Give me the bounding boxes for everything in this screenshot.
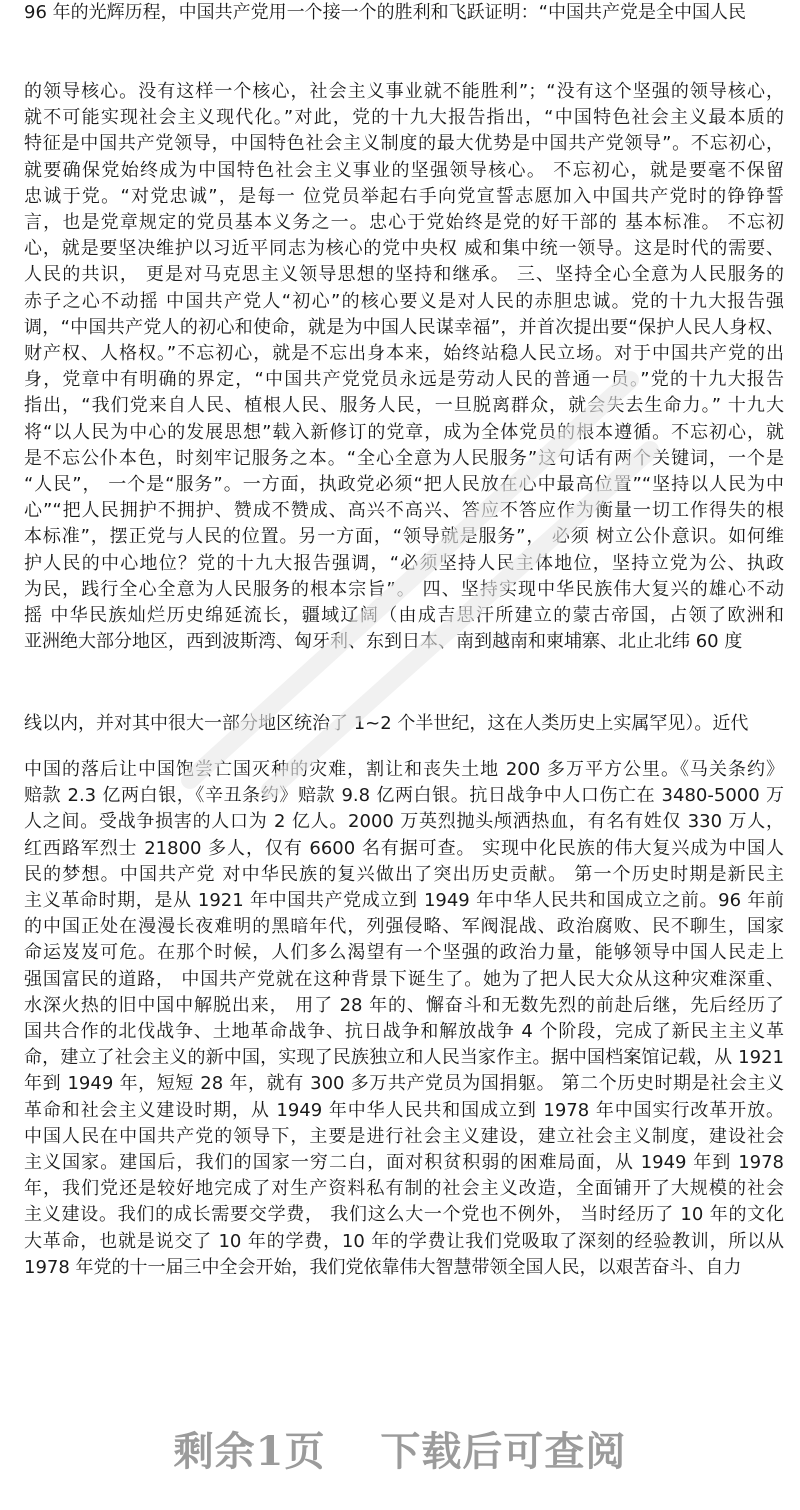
text-line: 将“以人民为中心的发展思想”载入新修订的党章，成为全体党员的根本遵循。不忘初心，就 [24, 421, 784, 443]
text-line: 年，我们党还是较好地完成了对生产资料私有制的社会主义改造，全面铺开了大规模的社会 [24, 1178, 784, 1200]
text-line: 特征是中国共产党领导，中国特色社会主义制度的最大优势是中国共产党领导”。不忘初心， [24, 133, 784, 155]
text-line: 财产权、人格权。”不忘初心，就是不忘出身本来，始终站稳人民立场。对于中国共产党的出 [24, 343, 784, 364]
text-line: 1978 年党的十一届三中全会开始，我们党依靠伟大智慧带领全国人民，以艰苦奋斗、自力 [24, 1256, 742, 1278]
text-line: 忠诚于党。“对党忠诚”，是每一 位党员举起右手向党宣誓志愿加入中国共产党时的铮铮誓 [24, 185, 784, 207]
text-line: 为民，践行全心全意为人民服务的根本宗旨”。 四、坚持实现中华民族伟大复兴的雄心不动 [24, 578, 784, 600]
text-line: 96 年的光辉历程，中国共产党用一个接一个的胜利和飞跃证明：“中国共产党是全中国人民 [24, 2, 746, 23]
text-line: 年到 1949 年，短短 28 年，就有 300 多万共产党员为国捐躯。 第二个历史时期是社会主义 [24, 1073, 784, 1095]
text-line: 言，也是党章规定的党员基本义务之一。忠心于党始终是党的好干部的 基本标准。 不忘初 [24, 212, 784, 233]
text-line: 中国人民在中国共产党的领导下，主要是进行社会主义建设，建立社会主义制度，建设社会 [24, 1125, 784, 1147]
text-line: 心”“把人民拥护不拥护、赞成不赞成、高兴不高兴、答应不答应作为衡量一切工作得失的根 [24, 500, 784, 522]
text-line: 强国富民的道路， 中国共产党就在这种背景下诞生了。她为了把人民大众从这种灾难深重、 [24, 968, 784, 990]
text-line: 的领导核心。没有这样一个核心，社会主义事业就不能胜利”；“没有这个坚强的领导核心， [24, 81, 784, 102]
text-line: 红西路军烈士 21800 多人，仅有 6600 名有据可查。 实现中化民族的伟大复兴成为中国人 [24, 837, 784, 859]
remaining-pages-label: 剩余1页 [173, 1428, 326, 1475]
text-line: 的中国正处在漫漫长夜难明的黑暗年代，列强侵略、军阀混战、政治腐败、民不聊生，国家 [24, 916, 784, 938]
text-line: 身，党章中有明确的界定，“中国共产党党员永远是劳动人民的普通一员。”党的十九大报告 [24, 369, 784, 391]
text-line: 本标准”，摆正党与人民的位置。另一方面，“领导就是服务”， 必须 树立公仆意识。如何维 [24, 526, 784, 548]
text-line: 革命和社会主义建设时期，从 1949 年中华人民共和国成立到 1978 年中国实行改革开放。 [24, 1099, 784, 1121]
text-line: 中国的落后让中国饱尝亡国灭种的灾难，割让和丧失土地 200 多万平方公里。《马关条约》 [24, 759, 784, 780]
text-line: 民的梦想。中国共产党 对中华民族的复兴做出了突出历史贡献。 第一个历史时期是新民主 [24, 863, 784, 885]
download-to-view-label: 下载后可查阅 [380, 1428, 627, 1475]
text-line: 心，就是要坚决维护以习近平同志为核心的党中央权 威和集中统一领导。这是时代的需要、 [24, 238, 784, 260]
text-line: 人民的共识， 更是对马克思主义领导思想的坚持和继承。 三、坚持全心全意为人民服务的 [24, 264, 784, 286]
text-line: 赤子之心不动摇 中国共产党人“初心”的核心要义是对人民的赤胆忠诚。党的十九大报告强 [24, 290, 784, 312]
text-line: 摇 中华民族灿烂历史绵延流长，疆域辽阔（由成吉思汗所建立的蒙古帝国，占领了欧洲和 [24, 605, 784, 626]
text-line: 线以内，并对其中很大一部分地区统治了 1~2 个半世纪，这在人类历史上实属罕见）。近代 [24, 713, 749, 734]
text-line: “人民”， 一个是“服务”。一方面，执政党必须“把人民放在心中最高位置”“坚持以人民为中 [24, 474, 784, 495]
text-line: 国共合作的北伐战争、土地革命战争、抗日战争和解放战争 4 个阶段，完成了新民主主义革 [24, 1021, 784, 1042]
text-line: 就不可能实现社会主义现代化。”对此，党的十九大报告指出，“中国特色社会主义最本质的 [24, 107, 784, 129]
text-line: 护人民的中心地位？党的十九大报告强调，“必须坚持人民主体地位，坚持立党为公、执政 [24, 552, 784, 574]
text-line: 调，“中国共产党人的初心和使命，就是为中国人民谋幸福”，并首次提出要“保护人民人身权、 [24, 316, 784, 338]
text-line: 赔款 2.3 亿两白银，《辛丑条约》赔款 9.8 亿两白银。抗日战争中人口伤亡在 3480-5000 万 [24, 785, 784, 807]
text-line: 主义革命时期，是从 1921 年中国共产党成立到 1949 年中华人民共和国成立之前。96 年前 [24, 890, 784, 911]
text-line: 人之间。受战争损害的人口为 2 亿人。2000 万英烈抛头颅洒热血，有名有姓仅 330 万人， [24, 811, 784, 833]
text-line: 指出，“我们党来自人民、植根人民、服务人民，一旦脱离群众，就会失去生命力。” 十九大 [24, 395, 784, 417]
text-line: 大革命，也就是说交了 10 年的学费，10 年的学费让我们党吸取了深刻的经验教训，所以从 [24, 1230, 784, 1252]
text-line: 命运岌岌可危。在那个时候，人们多么渴望有一个坚强的政治力量，能够领导中国人民走上 [24, 942, 784, 964]
download-prompt[interactable] [0, 1420, 800, 1477]
text-line: 主义建设。我们的成长需要交学费， 我们这么大一个党也不例外， 当时经历了 10 年的文化 [24, 1204, 784, 1226]
text-line: 命，建立了社会主义的新中国，实现了民族独立和人民当家作主。据中国档案馆记载，从 1921 [24, 1047, 784, 1069]
text-line: 亚洲绝大部分地区，西到波斯湾、匈牙利、东到日本、南到越南和柬埔寨、北止北纬 60 度 [24, 631, 743, 653]
text-line: 水深火热的旧中国中解脱出来， 用了 28 年的、懈奋斗和无数先烈的前赴后继，先后经历了 [24, 994, 784, 1016]
text-line: 是不忘公仆本色，时刻牢记服务之本。“全心全意为人民服务”这句话有两个关键词，一个是 [24, 447, 784, 469]
text-line: 主义国家。建国后，我们的国家一穷二白，面对积贫积弱的困难局面，从 1949 年到 1978 [24, 1152, 784, 1173]
text-line: 就要确保党始终成为中国特色社会主义事业的坚强领导核心。 不忘初心，就是要毫不保留 [24, 159, 784, 181]
